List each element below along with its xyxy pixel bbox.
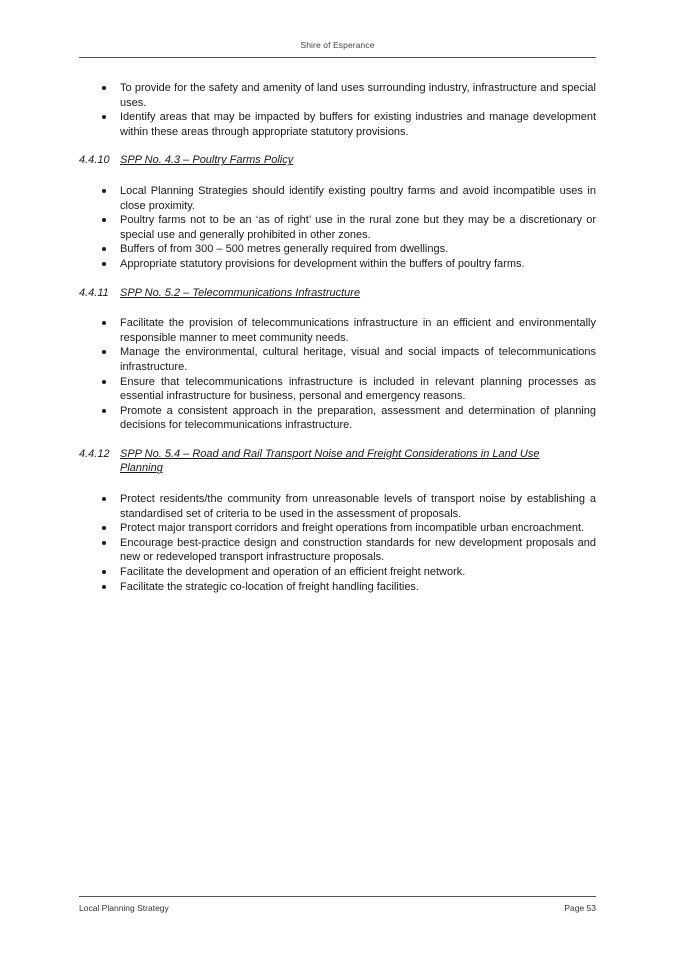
bullet-text: Encourage best-practice design and construction standards for new development proposals and new or redeveloped transport infrastructure proposals. <box>120 536 596 564</box>
list-item <box>79 242 596 257</box>
list-item <box>79 213 596 242</box>
bullet-text: Facilitate the strategic co-location of freight handling facilities. <box>120 580 419 593</box>
section-number: 4.4.10 <box>79 154 110 167</box>
list-item <box>79 316 596 345</box>
page-number: Page 53 <box>564 903 596 913</box>
intro-bullet-list <box>79 81 596 139</box>
section-heading-4-4-12 <box>79 447 596 476</box>
list-item <box>79 110 596 139</box>
section-heading-4-4-10 <box>79 153 596 168</box>
bullet-text: Poultry farms not to be an ‘as of right’ use in the rural zone but they may be a discretionary or special use and generally prohibited in other zones. <box>120 214 596 241</box>
list-item <box>79 580 596 595</box>
header-divider <box>79 57 596 58</box>
section-heading-4-4-11 <box>79 286 596 301</box>
section-title: SPP No. 5.4 – Road and Rail Transport Noise and Freight Considerations in Land Use Planning <box>120 447 540 475</box>
bullet-text: Protect major transport corridors and freight operations from incompatible urban encroachment. <box>120 522 585 535</box>
list-item <box>79 345 596 374</box>
bullet-text: Facilitate the development and operation of an efficient freight network. <box>120 566 466 579</box>
section-title: SPP No. 5.2 – Telecommunications Infrastructure <box>120 286 361 299</box>
bullet-text: Facilitate the provision of telecommunications infrastructure in an efficient and environmentally responsible manner to meet community needs. <box>120 317 596 344</box>
bullet-icon <box>102 409 106 413</box>
section-title: SPP No. 4.3 – Poultry Farms Policy <box>120 154 294 167</box>
bullet-icon <box>102 380 106 384</box>
bullet-icon <box>102 350 106 354</box>
bullet-text: Manage the environmental, cultural heritage, visual and social impacts of telecommunications infrastructure. <box>120 346 596 373</box>
bullet-icon <box>102 526 106 530</box>
bullet-text: Promote a consistent approach in the preparation, assessment and determination of planning decisions for telecommunications infrastructure. <box>120 404 596 432</box>
section-bullet-list <box>79 184 596 272</box>
bullet-text: Protect residents/the community from unreasonable levels of transport noise by establishing a standardised set of criteria to be used in the assessment of proposals. <box>120 493 596 520</box>
section-number: 4.4.12 <box>79 447 110 460</box>
bullet-icon <box>102 570 106 574</box>
bullet-text: Local Planning Strategies should identify existing poultry farms and avoid incompatible uses in close proximity. <box>120 184 596 212</box>
list-item <box>79 521 596 536</box>
list-item <box>79 565 596 580</box>
bullet-icon <box>102 497 106 501</box>
bullet-icon <box>102 115 106 119</box>
bullet-text: To provide for the safety and amenity of land uses surrounding industry, infrastructure and special uses. <box>120 82 596 109</box>
bullet-icon <box>102 262 106 266</box>
section-bullet-list <box>79 316 596 433</box>
list-item <box>79 536 596 565</box>
bullet-icon <box>102 585 106 589</box>
list-item <box>79 375 596 404</box>
list-item <box>79 184 596 213</box>
bullet-text: Identify areas that may be impacted by buffers for existing industries and manage development within these areas through appropriate statutory provisions. <box>120 111 596 138</box>
list-item <box>79 404 596 433</box>
list-item <box>79 81 596 110</box>
bullet-icon <box>102 218 106 222</box>
section-bullet-list <box>79 492 596 594</box>
bullet-icon <box>102 247 106 251</box>
bullet-icon <box>102 86 106 90</box>
document-body <box>79 81 596 594</box>
list-item <box>79 492 596 521</box>
page-header: Shire of Esperance <box>300 40 375 50</box>
bullet-icon <box>102 189 106 193</box>
bullet-icon <box>102 321 106 325</box>
footer-document-title: Local Planning Strategy <box>79 903 169 913</box>
bullet-icon <box>102 541 106 545</box>
footer-divider <box>79 896 596 897</box>
bullet-text: Buffers of from 300 – 500 metres generally required from dwellings. <box>120 243 449 256</box>
section-number: 4.4.11 <box>79 286 109 299</box>
bullet-text: Appropriate statutory provisions for development within the buffers of poultry farms. <box>120 257 525 270</box>
bullet-text: Ensure that telecommunications infrastructure is included in relevant planning processes as essential infrastructure for business, personal and emergency reasons. <box>120 375 596 403</box>
list-item <box>79 257 596 272</box>
